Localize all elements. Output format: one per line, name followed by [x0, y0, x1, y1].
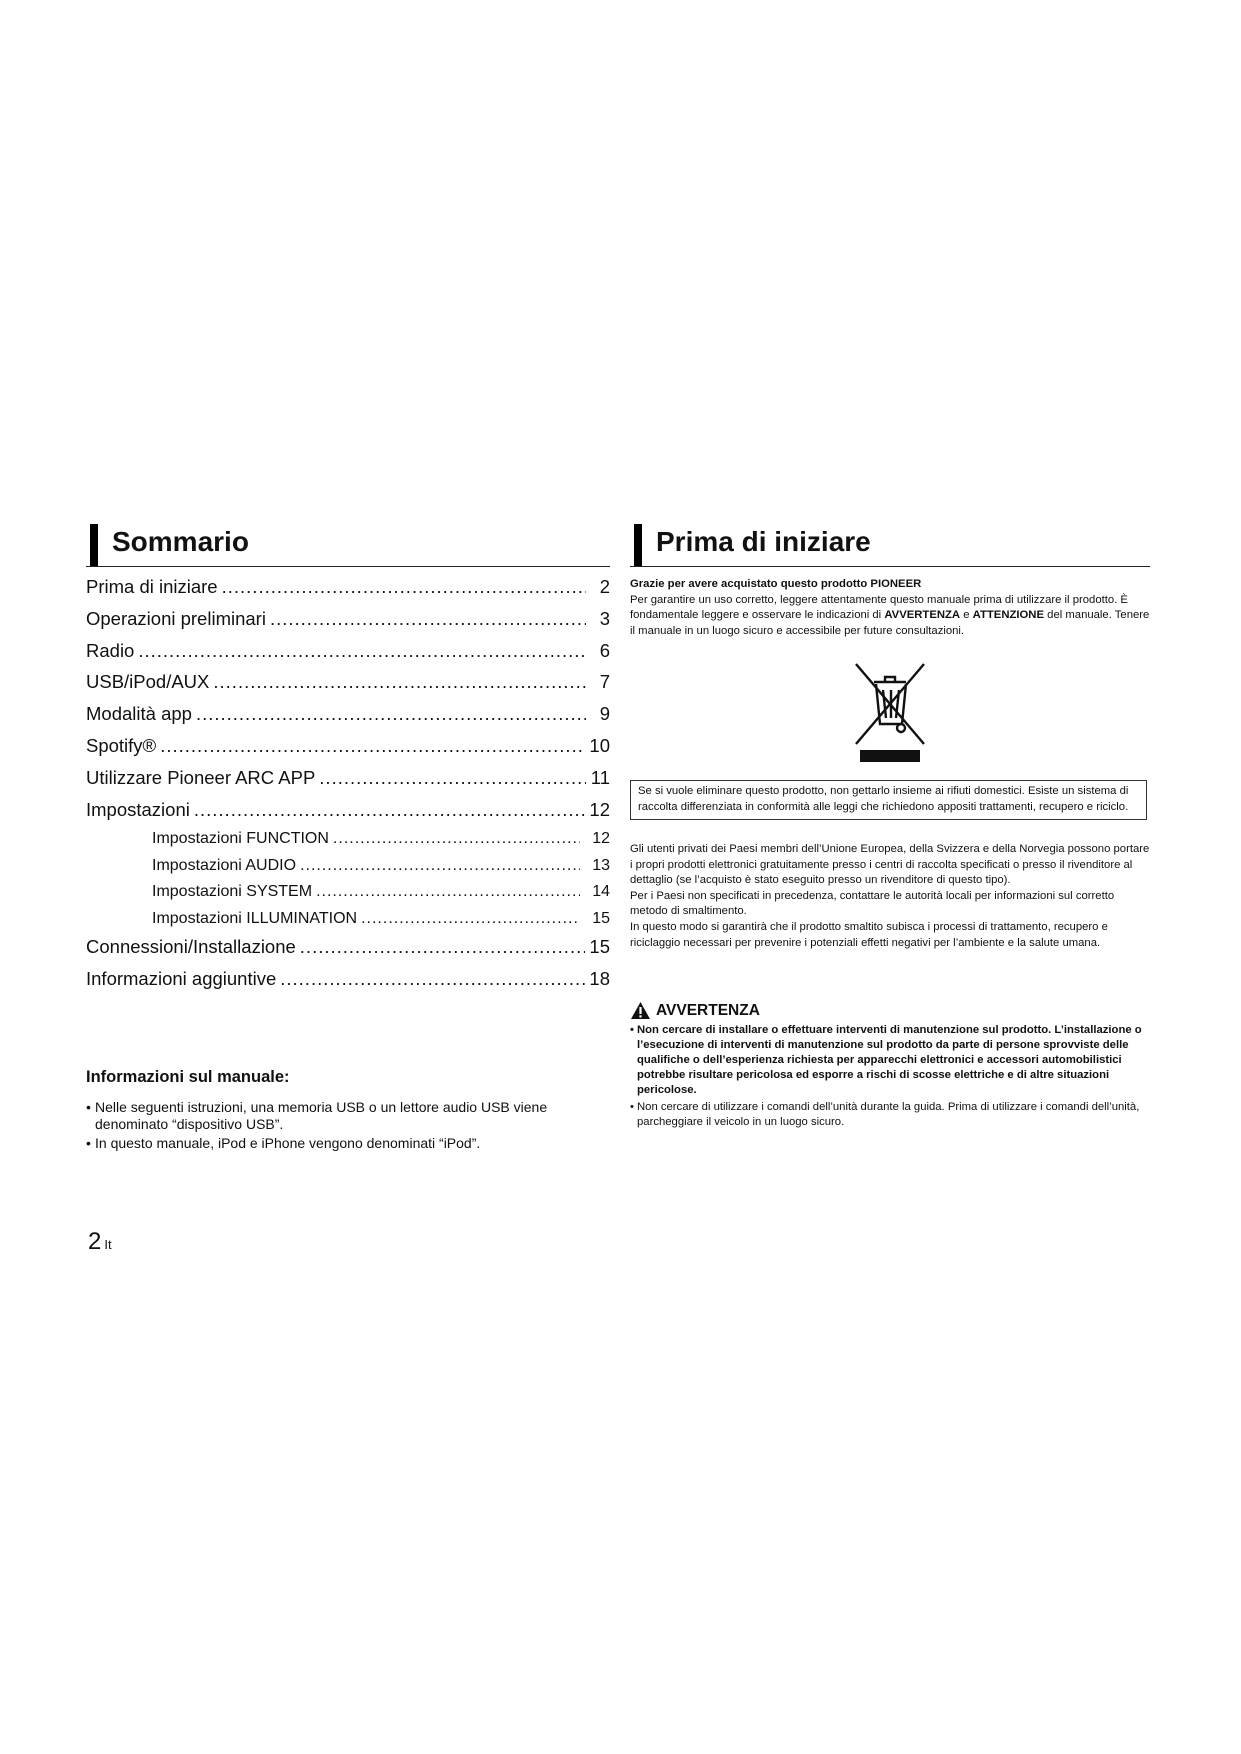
manual-info [86, 1068, 610, 1154]
section-header-prima-di-iniziare [630, 524, 1150, 567]
toc-label: Impostazioni [86, 798, 190, 820]
toc-leader [319, 767, 586, 789]
toc-subentry[interactable] [86, 883, 610, 910]
toc-entry[interactable] [86, 735, 610, 767]
intro-block [630, 577, 1150, 639]
disposal-paragraph: Per i Paesi non specificati in precedenza, contattare le autorità locali per informazioni sul corretto metodo di smaltimento. [630, 889, 1115, 918]
toc-entry[interactable] [86, 703, 610, 735]
warning-heading [630, 1001, 760, 1020]
toc-label: Spotify® [86, 734, 157, 756]
toc-entry[interactable] [86, 640, 610, 672]
toc-leader [280, 968, 585, 990]
toc-label: Operazioni preliminari [86, 607, 266, 629]
toc-entry[interactable] [86, 968, 610, 1000]
warning-title: AVVERTENZA [656, 1001, 760, 1019]
toc-entry[interactable] [86, 767, 610, 799]
toc-leader [138, 640, 586, 662]
toc-label: Impostazioni SYSTEM [152, 883, 313, 901]
page-language: It [104, 1237, 112, 1252]
toc-label: Prima di iniziare [86, 576, 218, 597]
toc-page: 12 [589, 798, 610, 820]
page-number-value: 2 [88, 1228, 102, 1255]
toc-leader [270, 608, 586, 630]
toc-page: 18 [589, 968, 610, 990]
manual-bullet: • In questo manuale, iPod e iPhone vengono denominati “iPod”. [86, 1135, 610, 1152]
toc-subentry[interactable] [86, 857, 610, 884]
toc-page: 10 [589, 734, 610, 756]
toc-leader [316, 883, 580, 901]
toc-subentry[interactable] [86, 830, 610, 857]
toc-label: Impostazioni FUNCTION [152, 830, 329, 848]
toc-leader [196, 703, 586, 725]
warning-list [630, 1023, 1150, 1132]
toc-label: Connessioni/Installazione [86, 936, 296, 958]
toc-page: 2 [599, 576, 610, 597]
toc-entry[interactable] [86, 576, 610, 608]
table-of-contents [86, 576, 610, 1000]
manual-bullet: • Nelle seguenti istruzioni, una memoria USB o un lettore audio USB viene denominato “dispositivo USB”. [86, 1099, 610, 1133]
toc-leader [222, 576, 586, 598]
page-title: Sommario [112, 526, 249, 557]
toc-leader [333, 830, 580, 848]
disposal-notice-box: Se si vuole eliminare questo prodotto, non gettarlo insieme ai rifiuti domestici. Esiste un sistema di raccolta differenziata in conformità alle leggi che richiedono appositi trattamenti, recupero e riciclo. [630, 780, 1147, 820]
intro-bold-attenzione: ATTENZIONE [972, 609, 1045, 622]
toc-label: Impostazioni ILLUMINATION [152, 909, 358, 927]
disposal-text [630, 842, 1150, 951]
toc-label: Impostazioni AUDIO [152, 856, 297, 874]
section-title: Prima di iniziare [656, 526, 871, 557]
toc-label: Modalità app [86, 703, 192, 725]
toc-subentry[interactable] [86, 910, 610, 937]
section-header-sommario [86, 524, 610, 567]
crossed-out-wheelie-bin-icon [852, 660, 928, 762]
toc-page: 15 [592, 909, 610, 927]
toc-leader [300, 936, 586, 958]
toc-label: Utilizzare Pioneer ARC APP [86, 766, 316, 788]
intro-text-1: Per garantire un uso corretto, leggere attentamente questo manuale prima di utilizzare il prodotto. È fondamentale leggere e osservare le indicazioni di [630, 593, 1128, 622]
intro-paragraph [630, 593, 1150, 640]
warning-item: • Non cercare di installare o effettuare interventi di manutenzione sul prodotto. L’installazione o l’esecuzione di interventi di manutenzione sul prodotto da parte di persone sprovviste delle qualifiche o dell’esperienza richiesta per apparecchi elettronici e accessori automobilistici potrebbe risultare pericolosa ed esporre a rischi di scosse elettriche e di altre situazioni pericolose. [630, 1023, 1150, 1098]
toc-entry[interactable] [86, 799, 610, 831]
toc-leader [160, 735, 585, 757]
toc-entry[interactable] [86, 671, 610, 703]
header-bar [90, 524, 98, 566]
intro-bold-avvertenza: AVVERTENZA [884, 609, 961, 622]
toc-label: USB/iPod/AUX [86, 671, 210, 693]
header-bar [634, 524, 642, 566]
intro-and: e [963, 609, 970, 622]
page-number [88, 1228, 112, 1256]
warning-item: • Non cercare di utilizzare i comandi dell’unità durante la guida. Prima di utilizzare i comandi dell’unità, parcheggiare il veicolo in un luogo sicuro. [630, 1100, 1150, 1130]
toc-page: 7 [599, 671, 610, 693]
toc-leader [194, 799, 586, 821]
toc-page: 14 [592, 883, 610, 901]
toc-label: Informazioni aggiuntive [86, 968, 277, 990]
manual-heading: Informazioni sul manuale: [86, 1068, 290, 1086]
toc-page: 11 [590, 766, 610, 788]
toc-leader [213, 671, 586, 693]
toc-page: 6 [599, 639, 610, 661]
disposal-paragraph: In questo modo si garantirà che il prodotto smaltito subisca i processi di trattamento, recupero e riciclaggio necessari per prevenire i potenziali effetti negativi per l’ambiente e la salute umana. [630, 920, 1108, 949]
toc-leader [300, 857, 580, 875]
toc-page: 12 [592, 830, 610, 848]
toc-leader [361, 910, 580, 928]
toc-page: 13 [592, 856, 610, 874]
intro-text-2: del manuale. Tenere il manuale in un luogo sicuro e accessibile per future consultazioni. [630, 609, 1150, 637]
disposal-paragraph: Gli utenti privati dei Paesi membri dell’Unione Europea, della Svizzera e della Norvegia possono portare i propri prodotti elettronici gratuitamente presso i centri di raccolta specificati o presso il rivenditore al dettaglio (se l’acquisto è stato eseguito presso un rivenditore di questo tipo). [630, 843, 1150, 887]
toc-page: 15 [589, 936, 610, 958]
warning-triangle-icon [630, 1001, 651, 1020]
thanks-line: Grazie per avere acquistato questo prodotto PIONEER [630, 578, 922, 590]
toc-page: 9 [599, 703, 610, 725]
toc-page: 3 [599, 607, 610, 629]
toc-entry[interactable] [86, 936, 610, 968]
toc-entry[interactable] [86, 608, 610, 640]
manual-bullets [86, 1099, 610, 1152]
toc-label: Radio [86, 639, 135, 661]
